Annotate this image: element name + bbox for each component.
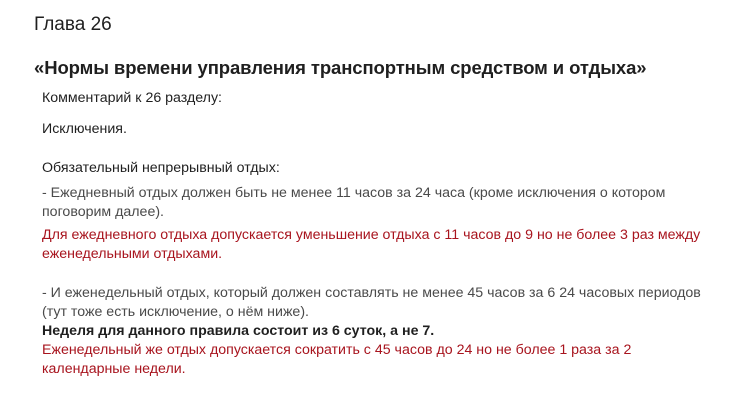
daily-rest-text: - Ежедневный отдых должен быть не менее 11 часов за 24 часа (кроме исключения о котором поговорим далее).: [42, 185, 666, 220]
exceptions-label: Исключения.: [42, 121, 127, 137]
weekly-reduction-text: Еженедельный же отдых допускается сократить с 45 часов до 24 но не более 1 раза за 2 календарные недели.: [42, 342, 632, 377]
daily-reduction-text: Для ежедневного отдыха допускается уменьшение отдыха с 11 часов до 9 но не более 3 раз между еженедельными отдыхами.: [42, 227, 701, 262]
section-label: Обязательный непрерывный отдых:: [42, 160, 280, 176]
weekly-rest-text: - И еженедельный отдых, который должен составлять не менее 45 часов за 6 24 часовых периодов (тут тоже есть исключение, о нём ниже).: [42, 285, 701, 320]
slide-content: [42, 89, 712, 379]
slide-title: «Нормы времени управления транспортным средством и отдыха»: [34, 57, 647, 78]
chapter-label: Глава 26: [34, 14, 112, 35]
week-definition-text: Неделя для данного правила состоит из 6 суток, а не 7.: [42, 323, 435, 339]
comment-label: Комментарий к 26 разделу:: [42, 90, 222, 106]
